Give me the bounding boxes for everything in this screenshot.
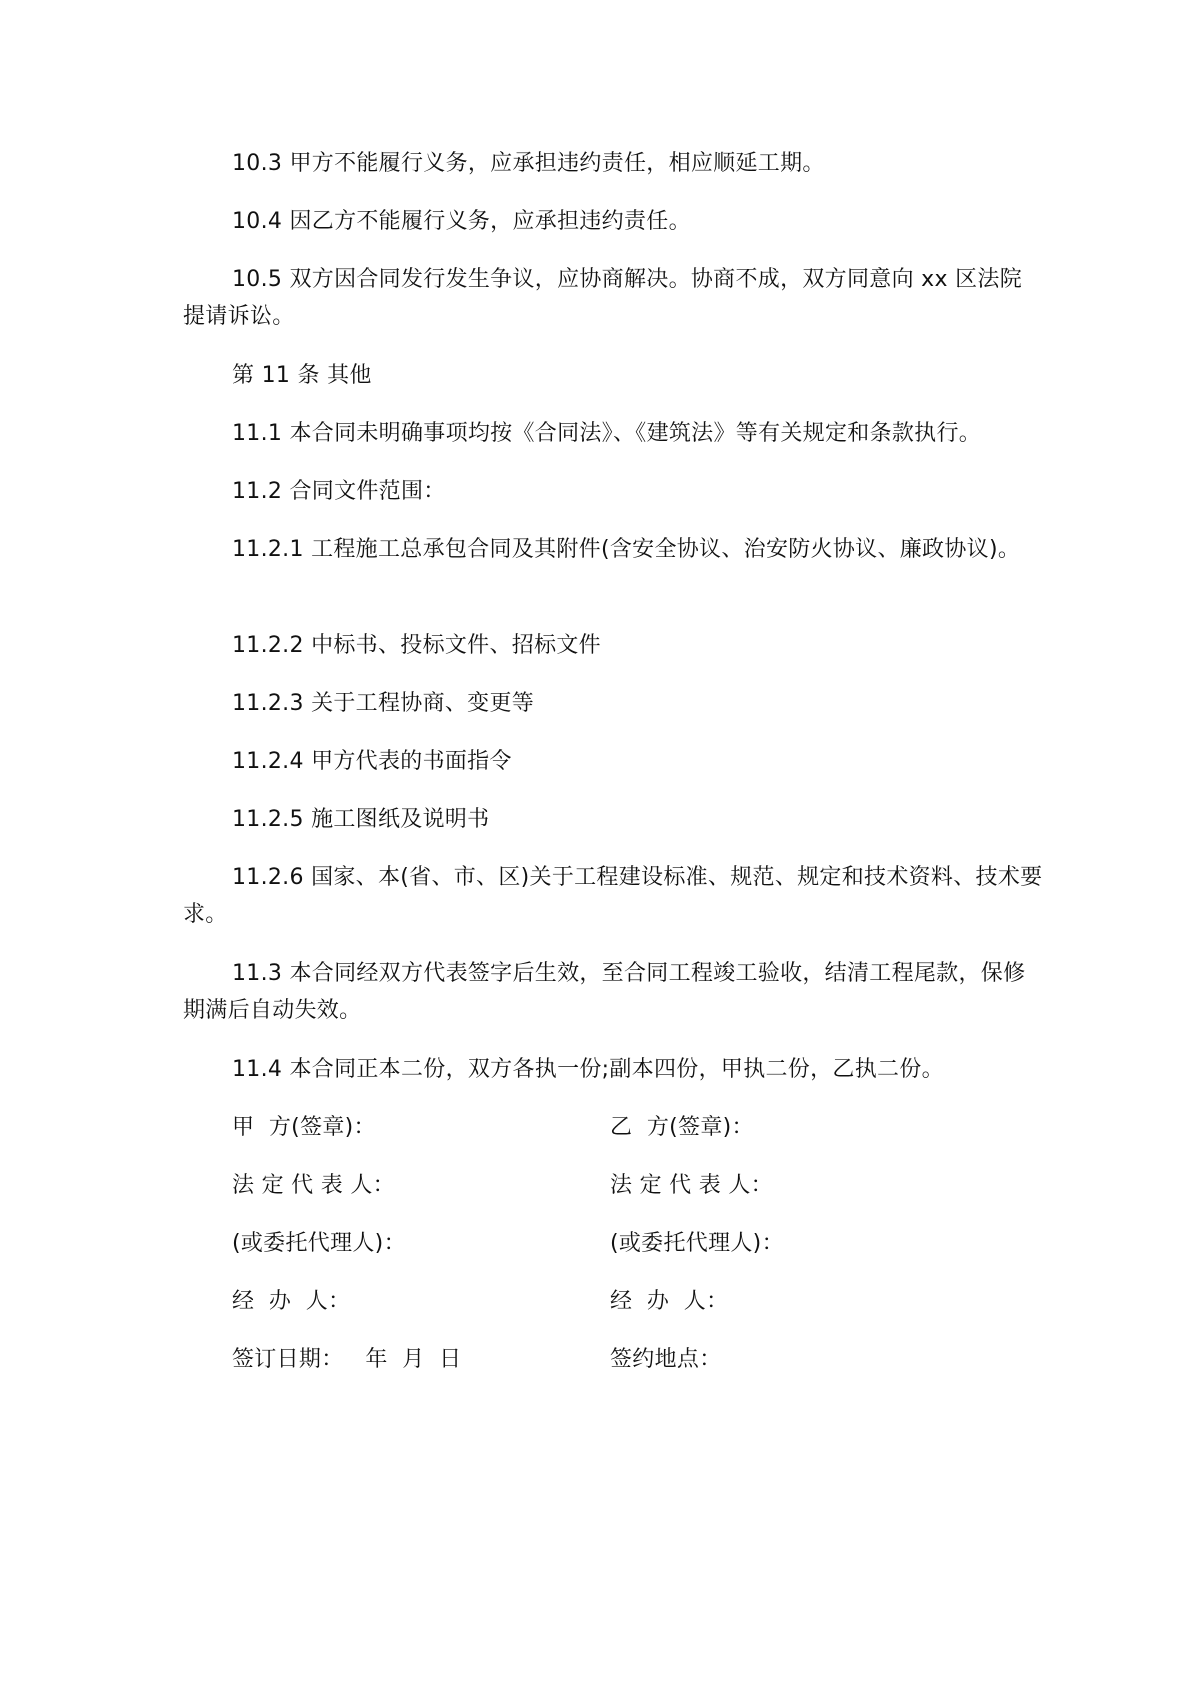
clause-11-2-5: 11.2.5 施工图纸及说明书 <box>232 807 490 832</box>
party-b-seal-label: 乙 方(签章)： <box>610 1115 754 1140</box>
party-b-agent-label: (或委托代理人)： <box>610 1231 784 1256</box>
signing-date-label: 签订日期： 年 月 日 <box>232 1347 462 1372</box>
clause-11-2-2: 11.2.2 中标书、投标文件、招标文件 <box>232 633 601 658</box>
party-a-seal-label: 甲 方(签章)： <box>232 1115 376 1140</box>
clause-10-5: 10.5 双方因合同发行发生争议，应协商解决。协商不成，双方同意向 xx 区法院提请诉讼。 <box>183 267 1023 329</box>
clause-11-4: 11.4 本合同正本二份，双方各执一份;副本四份，甲执二份，乙执二份。 <box>232 1057 944 1082</box>
party-b-legal-rep-label: 法 定 代 表 人： <box>610 1173 773 1198</box>
signing-place-label: 签约地点： <box>610 1347 722 1372</box>
clause-10-4: 10.4 因乙方不能履行义务，应承担违约责任。 <box>232 209 691 234</box>
party-a-legal-rep-label: 法 定 代 表 人： <box>232 1173 395 1198</box>
article-11-heading: 第 11 条 其他 <box>232 363 372 388</box>
party-a-handler-label: 经 办 人： <box>232 1289 351 1314</box>
clause-11-2-6: 11.2.6 国家、本(省、市、区)关于工程建设标准、规范、规定和技术资料、技术要求。 <box>183 865 1043 927</box>
clause-10-3: 10.3 甲方不能履行义务，应承担违约责任，相应顺延工期。 <box>232 151 825 176</box>
clause-11-2-4: 11.2.4 甲方代表的书面指令 <box>232 749 512 774</box>
clause-11-1: 11.1 本合同未明确事项均按《合同法》、《建筑法》等有关规定和条款执行。 <box>232 421 982 446</box>
clause-11-2-3: 11.2.3 关于工程协商、变更等 <box>232 691 535 716</box>
party-a-agent-label: (或委托代理人)： <box>232 1231 406 1256</box>
clause-11-3: 11.3 本合同经双方代表签字后生效，至合同工程竣工验收，结清工程尾款，保修期满后自动失效。 <box>183 961 1026 1023</box>
clause-11-2-1: 11.2.1 工程施工总承包合同及其附件(含安全协议、治安防火协议、廉政协议)。 <box>232 537 1021 562</box>
party-b-handler-label: 经 办 人： <box>610 1289 729 1314</box>
clause-11-2: 11.2 合同文件范围： <box>232 479 446 504</box>
